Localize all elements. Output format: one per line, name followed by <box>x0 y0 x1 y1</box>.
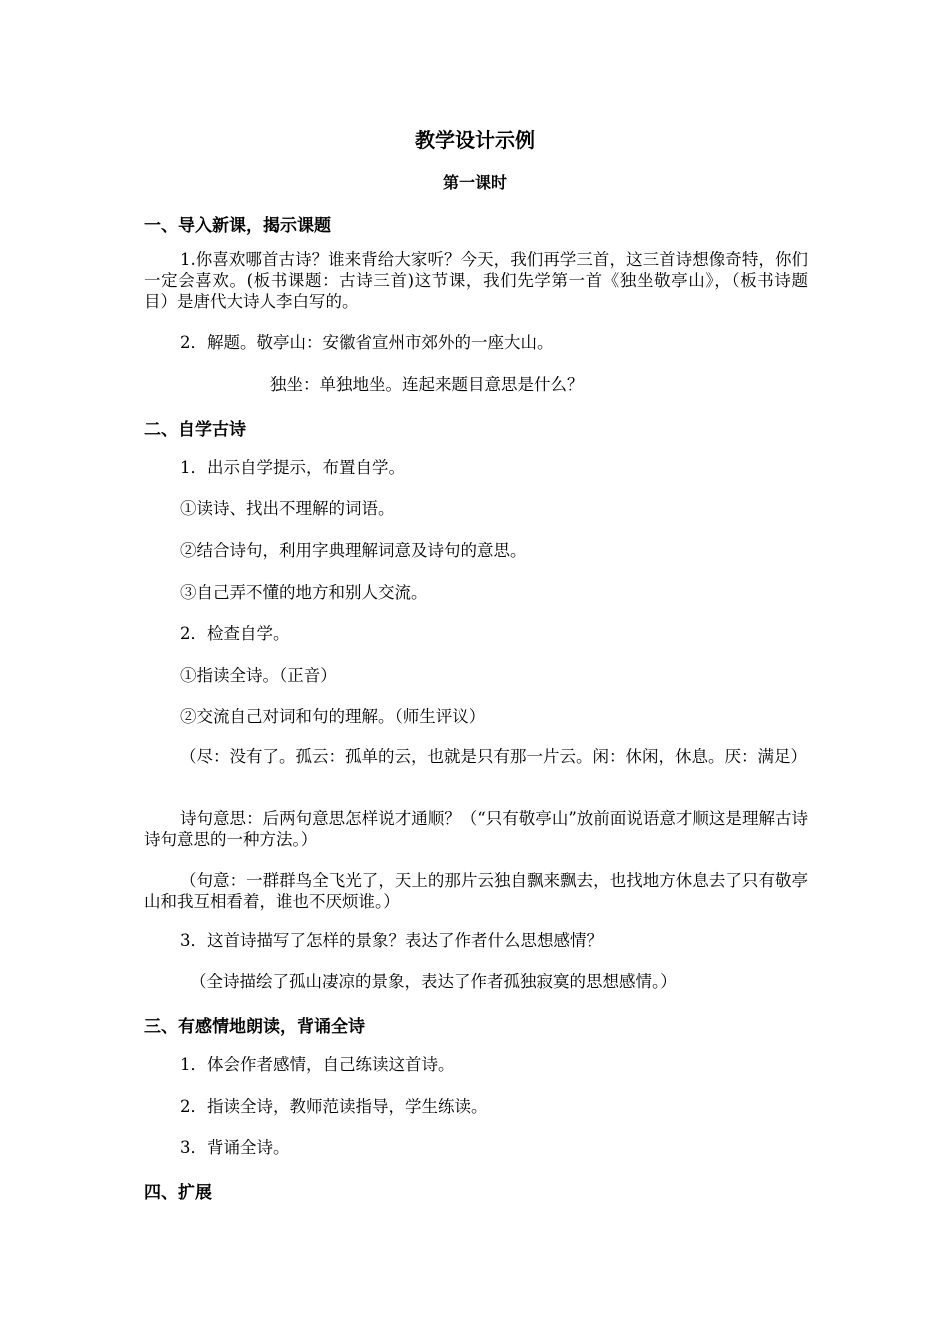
list-item: ②结合诗句，利用字典理解词意及诗句的意思。 <box>180 541 527 560</box>
list-item: ②交流自己对词和句的理解。（师生评议） <box>180 707 486 726</box>
paragraph: 2．解题。敬亭山：安徽省宣州市郊外的一座大山。 <box>180 333 554 352</box>
lesson-subtitle: 第一课时 <box>442 173 507 192</box>
document-title: 教学设计示例 <box>415 128 535 152</box>
section-heading-1: 一、导入新课，揭示课题 <box>144 216 331 236</box>
section-heading-4: 四、扩展 <box>144 1183 212 1203</box>
paragraph: 2．指读全诗，教师范读指导，学生练读。 <box>180 1097 488 1116</box>
paragraph: 1．体会作者感情，自己练读这首诗。 <box>180 1055 455 1074</box>
paragraph: 诗句意思：后两句意思怎样说才通顺？（“只有敬亭山”放前面说语意才顺这是理解古诗诗句意思的一种方法。） <box>144 809 808 849</box>
section-heading-3: 三、有感情地朗读，背诵全诗 <box>144 1017 365 1037</box>
list-item: ③自己弄不懂的地方和别人交流。 <box>180 583 428 602</box>
list-item: ①读诗、找出不理解的词语。 <box>180 499 395 518</box>
section-heading-2: 二、自学古诗 <box>144 420 246 440</box>
paragraph: 1.你喜欢哪首古诗？谁来背给大家听？今天，我们再学三首，这三首诗想像奇特，你们一定会喜欢。(板书课题：古诗三首)这节课，我们先学第一首《独坐敬亭山》，（板书诗题目）是唐代大诗人李白写的。 <box>144 250 808 311</box>
paragraph: 独坐：单独地坐。连起来题目意思是什么？ <box>270 375 584 394</box>
paragraph: （尽：没有了。孤云：孤单的云，也就是只有那一片云。闲：休闲，休息。厌：满足） <box>180 747 807 766</box>
paragraph: 3．这首诗描写了怎样的景象？表达了作者什么思想感情？ <box>180 931 603 950</box>
paragraph: 1．出示自学提示，布置自学。 <box>180 458 405 477</box>
paragraph: 2．检查自学。 <box>180 624 290 643</box>
paragraph: （句意：一群群鸟全飞光了，天上的那片云独自飘来飘去，也找地方休息去了只有敬亭山和我互相看着，谁也不厌烦谁。） <box>144 871 808 911</box>
paragraph: （全诗描绘了孤山凄凉的景象，表达了作者孤独寂寞的思想感情。） <box>190 972 677 991</box>
list-item: ①指读全诗。（正音） <box>180 666 337 685</box>
paragraph: 3．背诵全诗。 <box>180 1138 290 1157</box>
